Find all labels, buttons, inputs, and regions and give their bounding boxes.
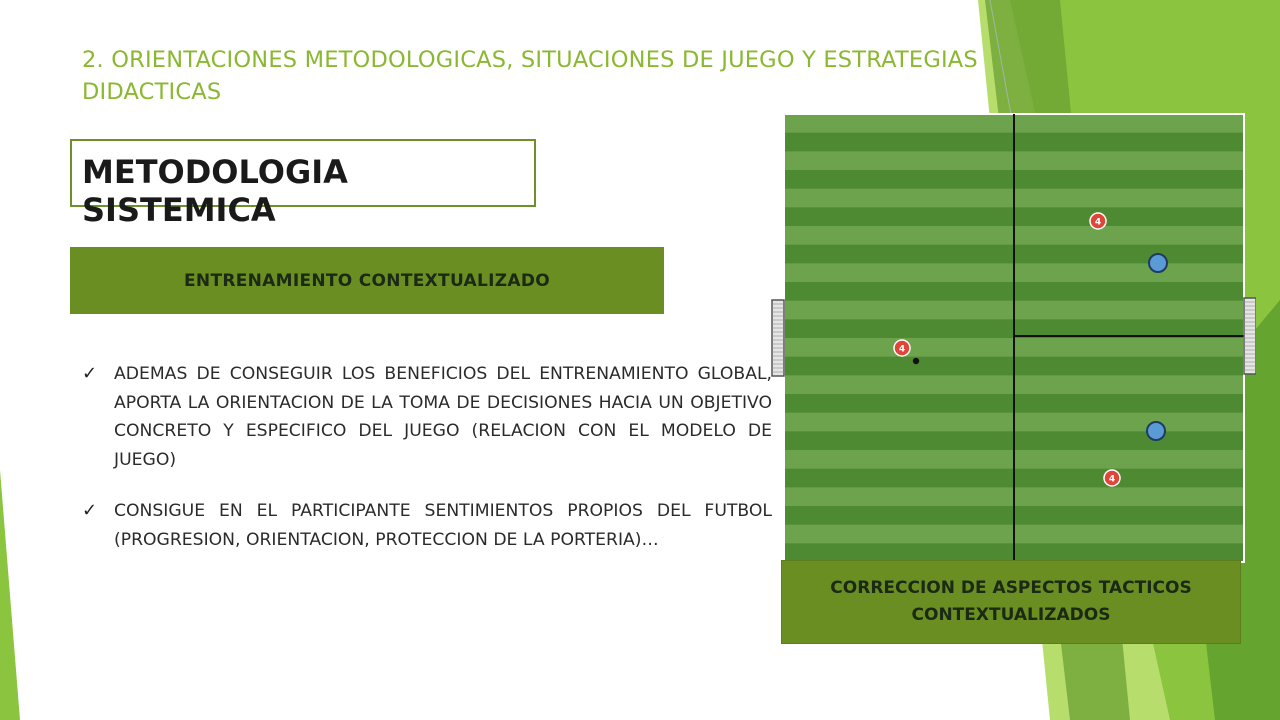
caption-box [781, 560, 1241, 644]
slide-title: METODOLOGIA SISTEMICA [82, 153, 348, 229]
section-label-bar [70, 247, 664, 314]
bullet-item [82, 497, 772, 554]
left-goal-icon [772, 300, 784, 376]
bullet-text: CONSIGUE EN EL PARTICIPANTE SENTIMIENTOS PROPIOS DEL FUTBOL (PROGRESION, ORIENTACION, PROTECCION DE LA PORTERIA)… [114, 501, 772, 550]
player-number: 4 [1108, 474, 1116, 485]
red-player-icon [1090, 213, 1106, 229]
blue-player-icon [1149, 254, 1167, 272]
right-goal-icon [1244, 298, 1256, 374]
bullet-text: ADEMAS DE CONSEGUIR LOS BENEFICIOS DEL ENTRENAMIENTO GLOBAL, APORTA LA ORIENTACION DE LA TOMA DE DECISIONES HACIA UN OBJETIVO CONCRETO Y ESPECIFICO DEL JUEGO (RELACION CON EL MODELO DE JUEGO) [114, 364, 772, 470]
caption-text: CORRECCION DE ASPECTOS TACTICOS CONTEXTUALIZADOS [830, 578, 1192, 625]
bg-shape-left [0, 470, 20, 720]
bullet-item [82, 360, 772, 474]
player-number: 4 [1094, 217, 1102, 228]
slide-subtitle: 2. ORIENTACIONES METODOLOGICAS, SITUACIONES DE JUEGO Y ESTRATEGIAS DIDACTICAS [82, 47, 978, 105]
check-icon: ✓ [82, 500, 98, 522]
red-player-icon [1104, 470, 1120, 486]
section-label: ENTRENAMIENTO CONTEXTUALIZADO [184, 270, 550, 291]
red-player-icon [894, 340, 910, 356]
soccer-field-diagram [764, 112, 1256, 586]
bullet-list [82, 360, 772, 578]
blue-player-icon [1147, 422, 1165, 440]
title-box [70, 139, 536, 229]
player-number: 4 [898, 344, 906, 355]
check-icon: ✓ [82, 363, 98, 384]
ball-icon [913, 358, 919, 364]
